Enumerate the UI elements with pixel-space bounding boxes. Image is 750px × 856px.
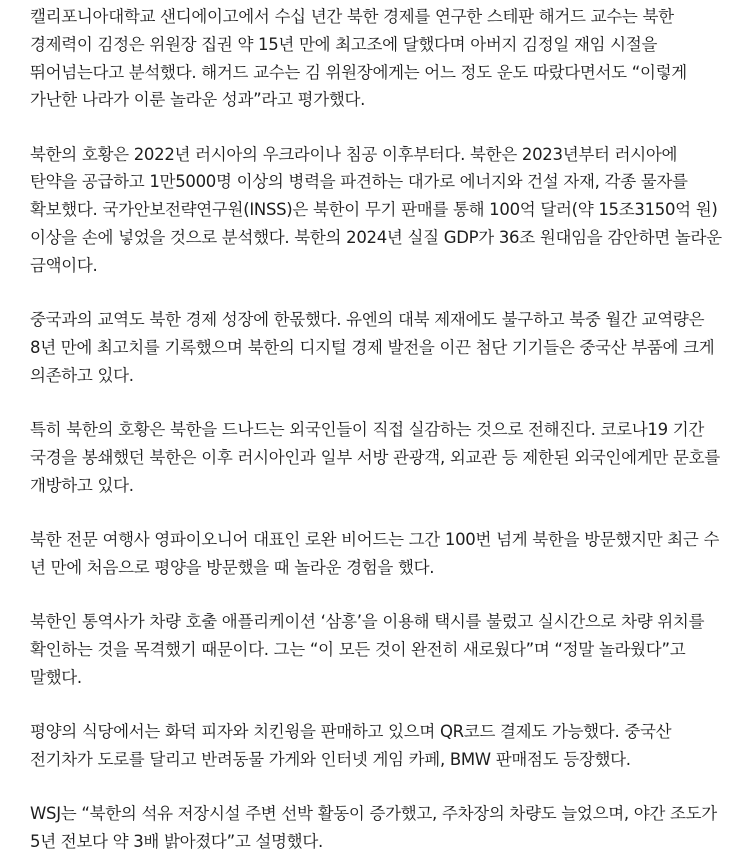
article-paragraph: 평양의 식당에서는 화덕 피자와 치킨윙을 판매하고 있으며 QR코드 결제도 가능했다. 중국산 전기차가 도로를 달리고 반려동물 가게와 인터넷 게임 카페, BMW 판매점도 등장했다. (30, 721, 672, 769)
article-paragraph: 특히 북한의 호황은 북한을 드나드는 외국인들이 직접 실감하는 것으로 전해진다. 코로나19 기간 국경을 봉쇄했던 북한은 이후 러시아인과 일부 서방 관광객, 외교관 등 제한된 외국인에게만 문호를 개방하고 있다. (30, 420, 720, 495)
article-paragraph: 북한의 호황은 2022년 러시아의 우크라이나 침공 이후부터다. 북한은 2023년부터 러시아에 탄약을 공급하고 1만5000명 이상의 병력을 파견하는 대가로 에너지와 건설 자재, 각종 물자를 확보했다. 국가안보전략연구원(INSS)은 북한이 무기 판매를 통해 100억 달러(약 15조3150억 원) 이상을 손에 넣었을 것으로 분석했다. 북한의 2024년 실질 GDP가 36조 원대임을 감안하면 놀라운 금액이다. (30, 144, 722, 275)
article-paragraph: 북한인 통역사가 차량 호출 애플리케이션 ‘삼흥’을 이용해 택시를 불렀고 실시간으로 차량 위치를 확인하는 것을 목격했기 때문이다. 그는 “이 모든 것이 완전히 새로웠다”며 “정말 놀라웠다”고 말했다. (30, 612, 705, 687)
article-paragraph: 중국과의 교역도 북한 경제 성장에 한몫했다. 유엔의 대북 제재에도 불구하고 북중 월간 교역량은 8년 만에 최고치를 기록했으며 북한의 디지털 경제 발전을 이끈 첨단 기기들은 중국산 부품에 크게 의존하고 있다. (30, 310, 715, 385)
article-paragraph: WSJ는 “북한의 석유 저장시설 주변 선박 활동이 증가했고, 주차장의 차량도 늘었으며, 야간 조도가 5년 전보다 약 3배 밝아졌다”고 설명했다. (30, 804, 717, 851)
article-paragraph: 북한 전문 여행사 영파이오니어 대표인 로완 비어드는 그간 100번 넘게 북한을 방문했지만 최근 수 년 만에 처음으로 평양을 방문했을 때 놀라운 경험을 했다. (30, 529, 720, 577)
article-paragraph: 캘리포니아대학교 샌디에이고에서 수십 년간 북한 경제를 연구한 스테판 해거드 교수는 북한 경제력이 김정은 위원장 집권 약 15년 만에 최고조에 달했다며 아버지 김정일 재임 시절을 뛰어넘는다고 분석했다. 해거드 교수는 김 위원장에게는 어느 정도 운도 따랐다면서도 “이렇게 가난한 나라가 이룬 놀라운 성과”라고 평가했다. (30, 7, 687, 110)
